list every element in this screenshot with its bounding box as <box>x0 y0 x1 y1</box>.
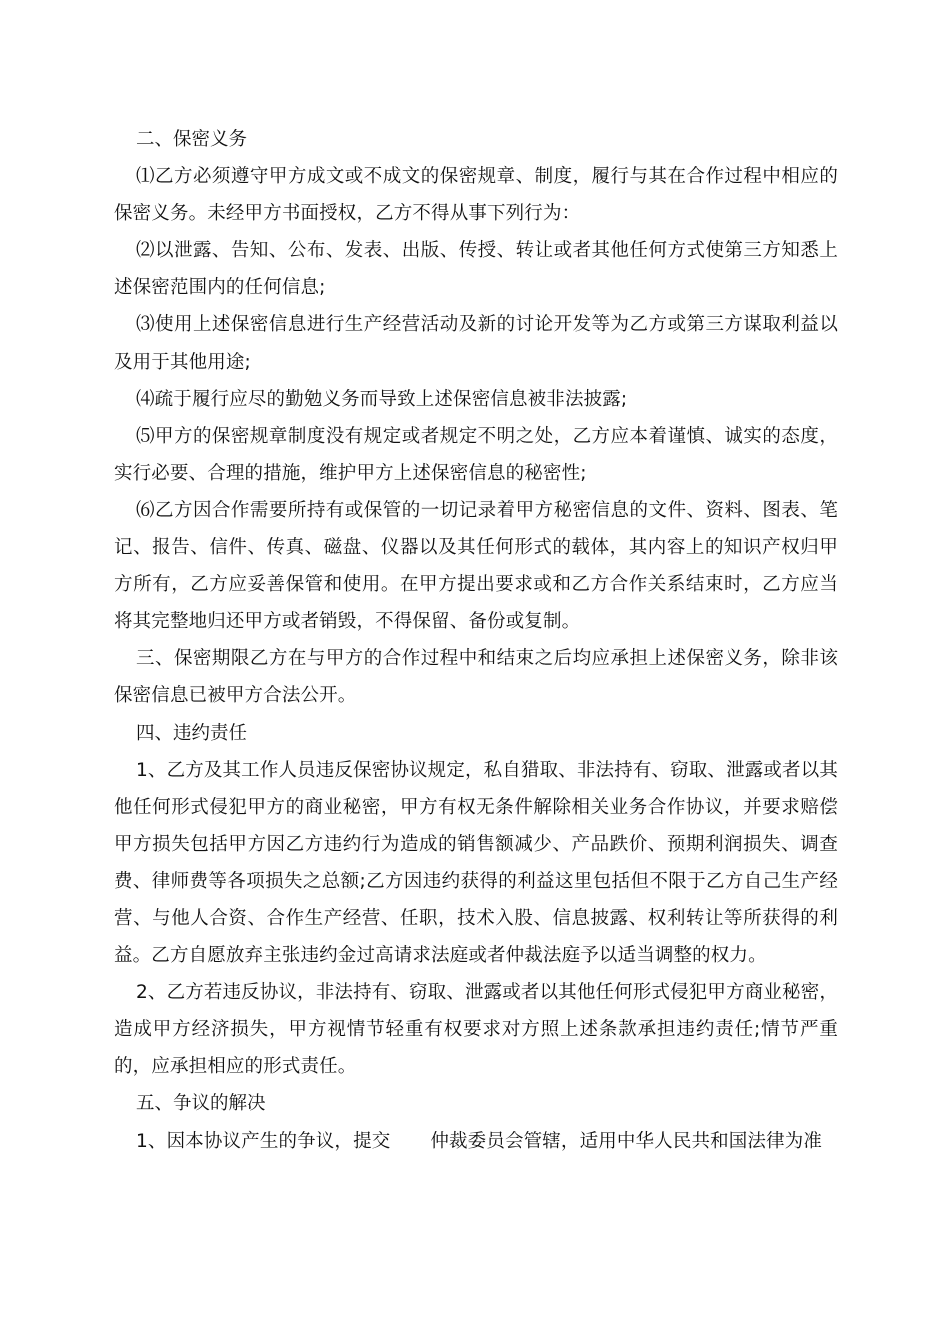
paragraph-obligation-2: ⑵以泄露、告知、公布、发表、出版、传授、转让或者其他任何方式使第三方知悉上述保密范围内的任何信息; <box>114 240 838 299</box>
section-heading-dispute-resolution: 五、争议的解决 <box>136 1093 266 1115</box>
paragraph-breach-2: 2、乙方若违反协议，非法持有、窃取、泄露或者以其他任何形式侵犯甲方商业秘密，造成甲方经济损失，甲方视情节轻重有权要求对方照上述条款承担违约责任;情节严重的，应承担相应的形式责任。 <box>114 982 838 1078</box>
dispute-text-after-blank: 仲裁委员会管辖，适用中华人民共和国法律为准 <box>430 1130 823 1152</box>
paragraph-obligation-1: ⑴乙方必须遵守甲方成文或不成文的保密规章、制度，履行与其在合作过程中相应的保密义务。未经甲方书面授权，乙方不得从事下列行为： <box>114 166 838 225</box>
paragraph-dispute-1 <box>114 1123 838 1160</box>
dispute-text-before-blank: 1、因本协议产生的争议，提交 <box>136 1130 391 1152</box>
paragraph-confidentiality-period: 三、保密期限乙方在与甲方的合作过程中和结束之后均应承担上述保密义务，除非该保密信息已被甲方合法公开。 <box>114 648 838 707</box>
section-heading-confidentiality-obligations: 二、保密义务 <box>136 129 248 150</box>
paragraph-obligation-3: ⑶使用上述保密信息进行生产经营活动及新的讨论开发等为乙方或第三方谋取利益以及用于其他用途; <box>114 314 838 373</box>
section-heading-breach-liability: 四、违约责任 <box>136 722 248 744</box>
paragraph-obligation-5: ⑸甲方的保密规章制度没有规定或者规定不明之处，乙方应本着谨慎、诚实的态度，实行必要、合理的措施，维护甲方上述保密信息的秘密性; <box>114 425 838 484</box>
document-body <box>114 121 838 1160</box>
paragraph-obligation-6: ⑹乙方因合作需要所持有或保管的一切记录着甲方秘密信息的文件、资料、图表、笔记、报告、信件、传真、磁盘、仪器以及其任何形式的载体，其内容上的知识产权归甲方所有，乙方应妥善保管和使用。在甲方提出要求或和乙方合作关系结束时，乙方应当将其完整地归还甲方或者销毁，不得保留、备份或复制。 <box>114 499 838 633</box>
paragraph-breach-1: 1、乙方及其工作人员违反保密协议规定，私自猎取、非法持有、窃取、泄露或者以其他任何形式侵犯甲方的商业秘密，甲方有权无条件解除相关业务合作协议，并要求赔偿甲方损失包括甲方因乙方违约行为造成的销售额减少、产品跌价、预期利润损失、调查费、律师费等各项损失之总额;乙方因违约获得的利益这里包括但不限于乙方自己生产经营、与他人合资、合作生产经营、任职，技术入股、信息披露、权利转让等所获得的利益。乙方自愿放弃主张违约金过高请求法庭或者仲裁法庭予以适当调整的权力。 <box>114 759 838 967</box>
paragraph-obligation-4: ⑷疏于履行应尽的勤勉义务而导致上述保密信息被非法披露; <box>136 388 628 410</box>
